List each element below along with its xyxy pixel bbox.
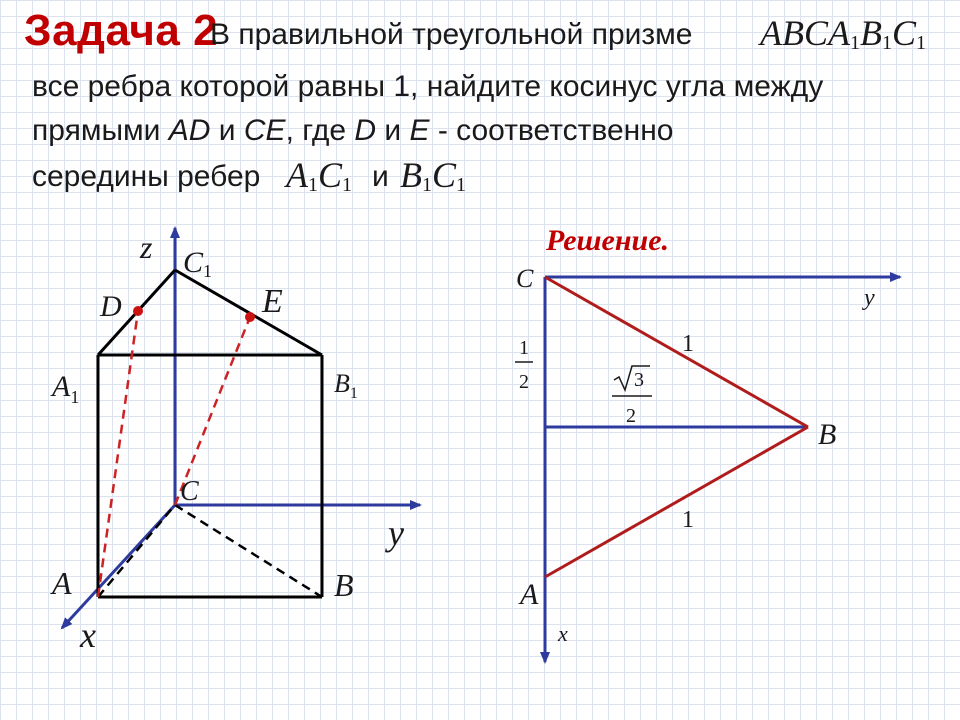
point-e [245, 312, 255, 322]
plane-label-y: y [864, 285, 875, 311]
half-denominator: 2 [519, 371, 529, 393]
plane-figure [515, 264, 900, 662]
plane-label-one-top: 1 [682, 331, 694, 357]
plane-label-b: B [818, 418, 837, 451]
edge-a1c1: $A_1C_1$ [286, 155, 353, 196]
problem-line-2: все ребра которой равны 1, найдите косинус угла между [32, 70, 824, 103]
label-d: D [100, 290, 122, 323]
label-b1: $B_1$ [334, 369, 358, 402]
label-c: C [180, 476, 199, 507]
sqrt-numerator: 3 [634, 369, 644, 391]
triangle-ba [545, 427, 808, 577]
prism-name: $ABCA_1B_1C_1$ [760, 13, 926, 54]
plane-label-a: A [520, 578, 539, 611]
label-a: A [52, 565, 72, 601]
plane-label-x: x [558, 621, 568, 646]
sqrt-sign [614, 366, 650, 390]
label-b: B [334, 567, 354, 603]
point-d [133, 306, 143, 316]
edge-cb-dashed [175, 505, 322, 597]
task-title: Задача 2 [24, 6, 219, 55]
label-a1: $A_1$ [52, 370, 80, 407]
label-c1: C1 [183, 246, 213, 281]
plane-label-c: C [516, 264, 534, 293]
problem-and: и [372, 160, 389, 193]
problem-line-4: середины ребер [32, 160, 261, 193]
solution-label: Решение. [546, 224, 670, 257]
prism-figure [50, 228, 420, 655]
label-y: y [388, 513, 404, 553]
label-z: z [140, 229, 153, 265]
plane-label-one-bottom: 1 [682, 507, 694, 533]
edge-b1c1: $B_1C_1$ [400, 155, 467, 196]
triangle-cb [545, 277, 808, 427]
label-x: x [80, 615, 96, 655]
problem-text-1: В правильной треугольной призме [210, 18, 693, 51]
problem-line-3: прямыми AD и CE, где D и E - соответственно [32, 114, 674, 147]
half-numerator: 1 [519, 337, 529, 359]
label-e: E [262, 283, 283, 320]
sqrt-denominator: 2 [626, 405, 636, 427]
